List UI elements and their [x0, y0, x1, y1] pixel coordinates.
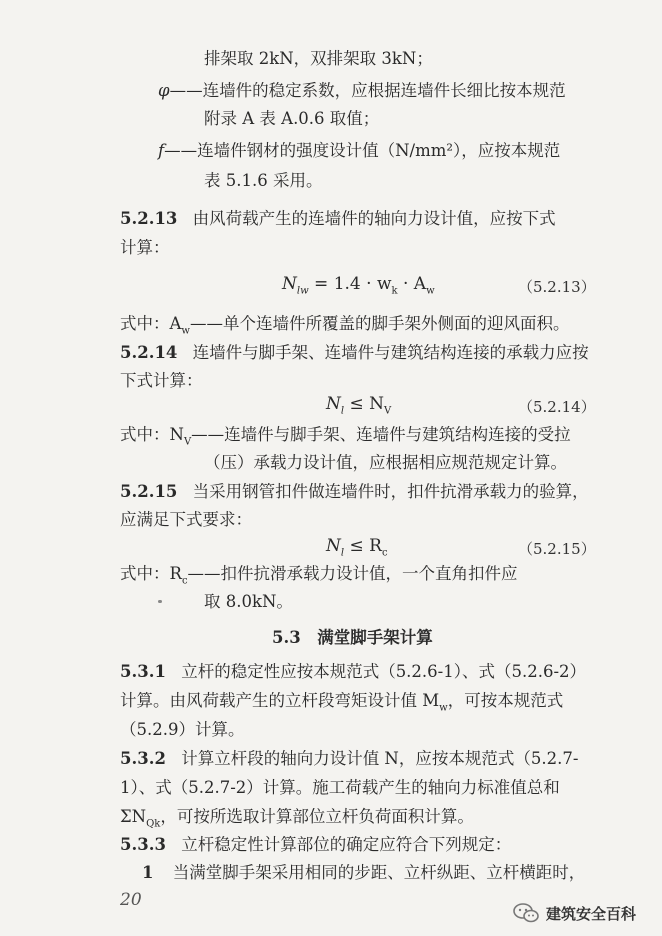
equation-number: （5.2.13） — [518, 278, 596, 296]
watermark-text: 建筑安全百科 — [546, 904, 637, 923]
line-text: ——连墙件钢材的强度设计值（N/mm²），应按本规范 — [164, 141, 561, 160]
eq-part: ≤ R — [344, 536, 382, 556]
line-text: 式中：N — [120, 425, 184, 444]
clause-5-3-3 — [120, 834, 511, 856]
text-line: （压）承载力设计值，应根据相应规范规定计算。 — [204, 453, 567, 472]
text-line: 表 5.1.6 采用。 — [204, 171, 323, 190]
equation-5-2-13 — [282, 274, 435, 296]
clause-number: 5.2.15 — [120, 482, 178, 501]
clause-5-2-14 — [120, 342, 589, 364]
print-speck — [158, 600, 162, 603]
text-line — [120, 806, 474, 835]
text-line — [120, 424, 571, 453]
clause-number: 5.2.13 — [120, 209, 178, 228]
eq-part: = 1.4 · w — [308, 274, 392, 294]
eq-sub: w — [181, 325, 190, 337]
clause-number: 5.3.2 — [120, 749, 166, 768]
eq-var: N — [326, 394, 341, 414]
text-line: 1）、式（5.2.7-2）计算。施工荷载产生的轴向力标准值总和 — [120, 778, 560, 797]
clause-text: 连墙件与脚手架、连墙件与建筑结构连接的承载力应按 — [192, 343, 589, 362]
eq-var: N — [326, 536, 341, 556]
line-text: ，可按本规范式 — [447, 691, 564, 710]
line-text: ——连墙件与脚手架、连墙件与建筑结构连接的受拉 — [191, 425, 571, 444]
eq-sub: Qk — [146, 818, 161, 830]
clause-5-2-15 — [120, 481, 589, 503]
clause-text: 立杆的稳定性应按本规范式（5.2.6-1）、式（5.2.6-2） — [181, 662, 587, 681]
eq-sub: l — [340, 547, 345, 559]
eq-sub: c — [181, 575, 188, 587]
eq-part: ≤ N — [344, 394, 385, 414]
symbol: φ — [158, 81, 170, 100]
clause-5-2-13 — [120, 208, 556, 230]
eq-var: N — [282, 274, 297, 294]
clause-number: 5.3.3 — [120, 835, 166, 854]
text-line: 取 8.0kN。 — [204, 592, 293, 611]
clause-5-3-1 — [120, 661, 586, 683]
clause-text: 计算立杆段的轴向力设计值 N，应按本规范式（5.2.7- — [181, 749, 579, 768]
text-line — [120, 313, 569, 342]
text-line — [158, 140, 560, 162]
text-line: 计算： — [120, 238, 170, 257]
clause-text: 由风荷载产生的连墙件的轴向力设计值，应按下式 — [192, 209, 556, 228]
eq-sub: lw — [296, 285, 309, 297]
equation-5-2-15 — [326, 536, 388, 558]
symbol: f — [158, 141, 165, 160]
line-text: ——单个连墙件所覆盖的脚手架外侧面的迎风面积。 — [189, 314, 570, 333]
page-number: 20 — [120, 890, 142, 910]
line-text: 式中：R — [120, 564, 182, 583]
clause-5-3-2 — [120, 748, 578, 770]
equation-number: （5.2.14） — [518, 398, 596, 416]
eq-sub: w — [426, 285, 435, 297]
list-item — [142, 862, 585, 884]
line-text: ——连墙件的稳定系数，应根据连墙件长细比按本规范 — [169, 81, 566, 100]
clause-number: 5.2.14 — [120, 343, 178, 362]
clause-number: 5.3.1 — [120, 662, 166, 681]
text-line: 应满足下式要求： — [120, 510, 252, 529]
eq-sub: l — [340, 405, 345, 417]
eq-sub: V — [384, 405, 392, 417]
text-line: 排架取 2kN，双排架取 3kN； — [204, 49, 433, 68]
eq-sub: w — [439, 702, 448, 714]
text-line: 下式计算： — [120, 371, 203, 390]
text-line — [120, 690, 563, 719]
eq-sub: V — [183, 436, 192, 448]
item-number: 1 — [142, 863, 154, 882]
line-text: 式中：A — [120, 314, 182, 333]
eq-part: · A — [397, 274, 427, 294]
line-text: 计算。由风荷载产生的立杆段弯矩设计值 M — [120, 691, 440, 710]
text-line — [158, 80, 566, 102]
text-line: （5.2.9）计算。 — [120, 720, 245, 739]
eq-sub: k — [391, 285, 398, 297]
line-text: ，可按所选取计算部位立杆负荷面积计算。 — [160, 807, 474, 826]
wechat-icon — [512, 902, 540, 924]
line-text: ——扣件抗滑承载力设计值，一个直角扣件应 — [187, 564, 518, 583]
equation-number: （5.2.15） — [518, 540, 596, 558]
eq-sub: c — [381, 547, 388, 559]
item-text: 当满堂脚手架采用相同的步距、立杆纵距、立杆横距时， — [172, 863, 586, 882]
equation-5-2-14 — [326, 394, 391, 416]
text-line: 附录 A 表 A.0.6 取值； — [204, 109, 380, 128]
watermark — [512, 902, 636, 924]
line-text: ΣN — [120, 807, 147, 826]
text-line — [120, 563, 518, 592]
clause-text: 当采用钢管扣件做连墙件时，扣件抗滑承载力的验算， — [192, 482, 589, 501]
section-heading: 5.3 满堂脚手架计算 — [272, 628, 433, 647]
clause-text: 立杆稳定性计算部位的确定应符合下列规定： — [181, 835, 512, 854]
